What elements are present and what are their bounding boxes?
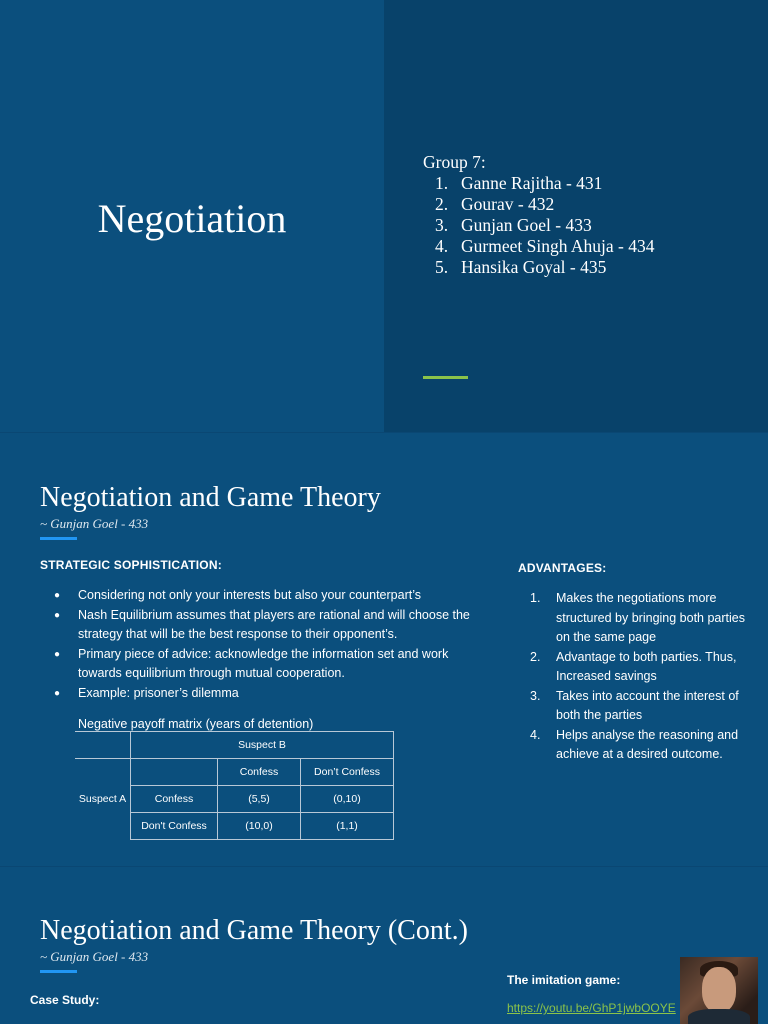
table-header: Suspect B (131, 732, 394, 759)
video-link[interactable]: https://youtu.be/GhP1jwbOOYE (507, 1001, 676, 1015)
list-item: ● Nash Equilibrium assumes that players are rational and will choose the strategy that will be the best response to their opponent’s. (54, 606, 484, 645)
slide-title: Negotiation and Game Theory (Cont.) (40, 915, 468, 946)
list-item: ● Primary piece of advice: acknowledge the information set and work towards equilibrium through mutual cooperation. (54, 645, 484, 684)
accent-line (40, 970, 77, 973)
column-header: Confess (218, 759, 301, 786)
list-item: ● Considering not only your interests but also your counterpart’s (54, 586, 484, 606)
member-list (423, 173, 654, 278)
list-item: 2. Gourav - 432 (435, 194, 555, 214)
row-group-label: Suspect A (75, 759, 131, 840)
payoff-matrix (75, 731, 394, 840)
strategic-heading: STRATEGIC SOPHISTICATION: (40, 558, 222, 572)
movie-still-image (680, 957, 758, 1024)
slide-divider (0, 866, 768, 867)
title-slide (0, 0, 768, 432)
slide-title: Negotiation and Game Theory (40, 482, 381, 513)
matrix-caption: Negative payoff matrix (years of detention) (78, 717, 314, 731)
group-label: Group 7: (423, 152, 486, 172)
author-label: ~ Gunjan Goel - 433 (40, 516, 149, 531)
imitation-game-label: The imitation game: (507, 973, 621, 987)
table-cell: (0,10) (301, 786, 394, 813)
list-item: 1. Ganne Rajitha - 431 (435, 173, 603, 193)
face-shape (702, 967, 736, 1013)
list-item: 2. Advantage to both parties. Thus, Increased savings (530, 649, 737, 683)
list-item: 4. Gurmeet Singh Ahuja - 434 (435, 236, 655, 256)
advantages-list (530, 589, 750, 765)
author-label: ~ Gunjan Goel - 433 (40, 949, 149, 964)
list-item: 1. Makes the negotiations more structured by bringing both parties on the same page (530, 591, 745, 644)
table-cell: (5,5) (218, 786, 301, 813)
column-header: Don’t Confess (301, 759, 394, 786)
list-item: 5. Hansika Goyal - 435 (435, 257, 607, 277)
table-cell (131, 759, 218, 786)
group-members (423, 152, 654, 278)
suit-shape (688, 1009, 750, 1024)
row-header: Don't Confess (131, 813, 218, 840)
slide-divider (0, 432, 768, 433)
slide-title: Negotiation (97, 196, 287, 241)
row-header: Confess (131, 786, 218, 813)
list-item: 3. Takes into account the interest of both the parties (530, 688, 739, 722)
list-item: 4. Helps analyse the reasoning and achieve at a desired outcome. (530, 727, 739, 761)
accent-line (40, 537, 77, 540)
table-cell (75, 732, 131, 759)
table-cell: (1,1) (301, 813, 394, 840)
table-cell: (10,0) (218, 813, 301, 840)
accent-line (423, 376, 468, 379)
case-study-heading: Case Study: (30, 993, 100, 1007)
list-item: ● Example: prisoner’s dilemma (54, 684, 484, 704)
strategy-bullets (54, 586, 484, 703)
list-item: 3. Gunjan Goel - 433 (435, 215, 592, 235)
advantages-heading: ADVANTAGES: (518, 561, 607, 575)
